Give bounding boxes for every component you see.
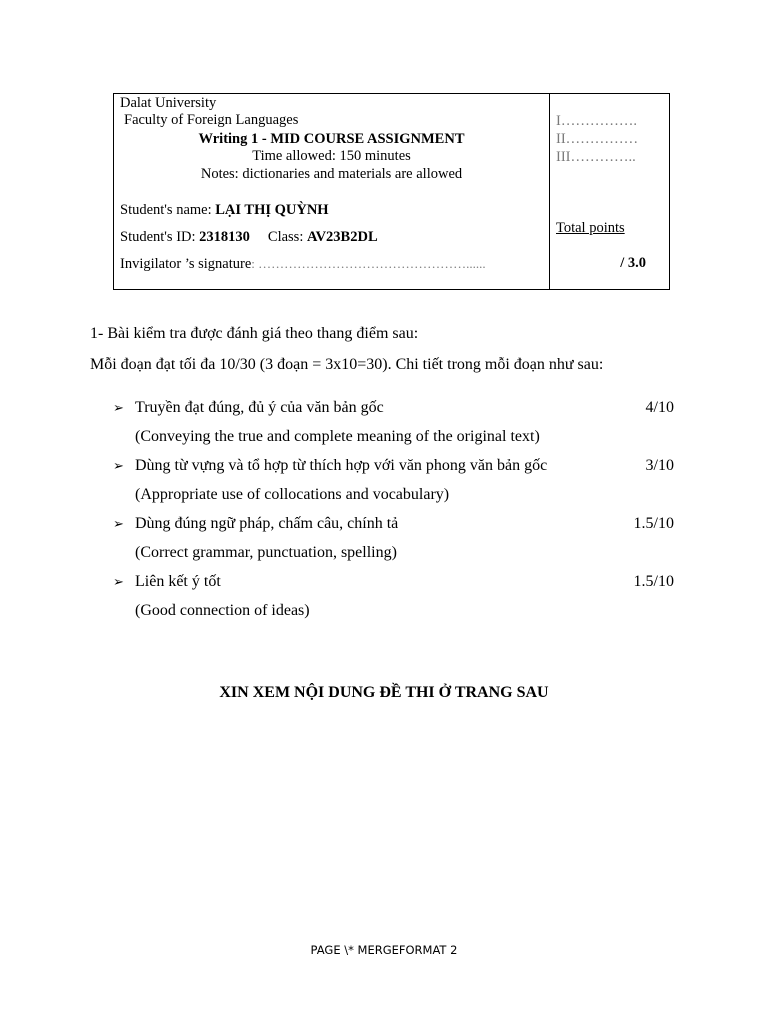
- criterion-score: 1.5/10: [633, 515, 674, 532]
- invigilator-signature-line: [120, 255, 486, 273]
- assignment-title: Writing 1 - MID COURSE ASSIGNMENT: [198, 131, 465, 147]
- criterion-score: 4/10: [645, 399, 674, 416]
- class-value: AV23B2DL: [306, 229, 378, 245]
- criterion-translation: (Conveying the true and complete meaning of the original text): [135, 428, 540, 445]
- criterion-text: Dùng đúng ngữ pháp, chấm câu, chính tả: [135, 515, 399, 532]
- next-page-notice: XIN XEM NỘI DUNG ĐỀ THI Ở TRANG SAU: [219, 684, 549, 701]
- exam-info-panel: [114, 94, 550, 289]
- criterion-translation: (Correct grammar, punctuation, spelling): [135, 544, 397, 561]
- student-name-label: Student's name:: [120, 202, 216, 218]
- arrow-bullet-icon: ➢: [113, 516, 124, 531]
- total-points-label: Total points: [556, 220, 625, 236]
- score-line-3: III…………..: [556, 149, 636, 165]
- arrow-bullet-icon: ➢: [113, 400, 124, 415]
- arrow-bullet-icon: ➢: [113, 458, 124, 473]
- intro-line-2: Mỗi đoạn đạt tối đa 10/30 (3 đoạn = 3x10=30). Chi tiết trong mỗi đoạn như sau:: [90, 356, 604, 373]
- criterion-translation: (Good connection of ideas): [135, 602, 310, 619]
- faculty-name: Faculty of Foreign Languages: [124, 112, 299, 128]
- student-id: 2318130: [199, 229, 250, 245]
- criterion-score: 3/10: [645, 457, 674, 474]
- page-footer: PAGE \* MERGEFORMAT 2: [310, 943, 458, 957]
- invigilator-dots: : …………………………………………......: [251, 256, 486, 271]
- invigilator-label: Invigilator ’s signature: [120, 256, 252, 272]
- student-name: LẠI THỊ QUỲNH: [215, 202, 329, 218]
- criterion-text: Truyền đạt đúng, đủ ý của văn bản gốc: [135, 399, 384, 416]
- class-label: Class:: [267, 229, 307, 245]
- student-id-line: [120, 229, 378, 246]
- exam-header-box: [113, 93, 670, 290]
- criterion-text: Dùng từ vựng và tổ hợp từ thích hợp với văn phong văn bản gốc: [135, 457, 548, 474]
- score-panel: [550, 94, 669, 289]
- score-line-2: II……………: [556, 131, 639, 147]
- exam-notes: Notes: dictionaries and materials are allowed: [200, 166, 463, 182]
- university-name: Dalat University: [120, 95, 217, 111]
- time-allowed: Time allowed: 150 minutes: [252, 148, 411, 164]
- student-id-label: Student's ID:: [120, 229, 200, 245]
- student-name-line: [120, 202, 329, 219]
- arrow-bullet-icon: ➢: [113, 574, 124, 589]
- total-points-value: / 3.0: [620, 255, 646, 271]
- criterion-text: Liên kết ý tốt: [135, 573, 221, 590]
- intro-line-1: 1- Bài kiểm tra được đánh giá theo thang điểm sau:: [90, 325, 419, 342]
- criterion-score: 1.5/10: [633, 573, 674, 590]
- criterion-translation: (Appropriate use of collocations and vocabulary): [135, 486, 450, 503]
- score-line-1: I…………….: [556, 113, 637, 129]
